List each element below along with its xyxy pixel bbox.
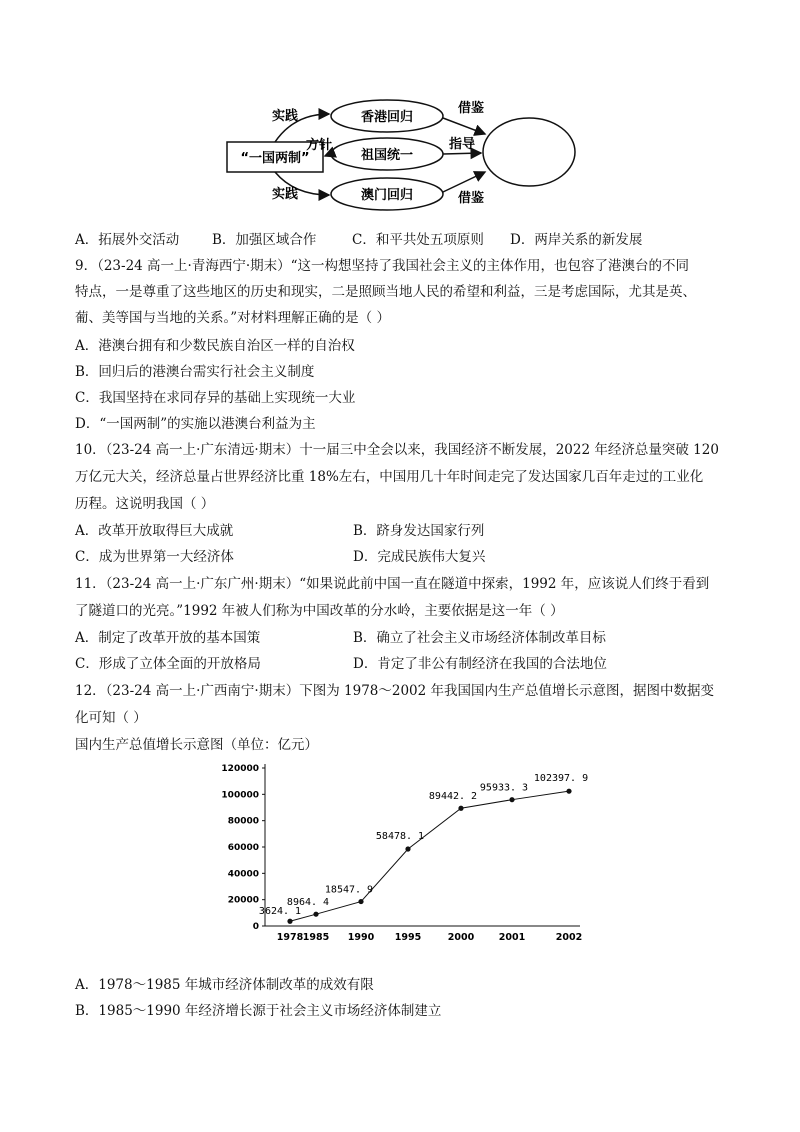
edge-label-practice-bottom: 实践: [271, 187, 299, 202]
q12-chart-caption: 国内生产总值增长示意图（单位：亿元）: [75, 737, 318, 753]
edge-label-policy: 方针: [305, 138, 333, 153]
data-point: [509, 797, 514, 802]
y-tick-label: 80000: [227, 816, 259, 827]
blank-target-node: [483, 118, 575, 186]
data-point: [405, 846, 410, 851]
q10-stem-line-3: 历程。这说明我国（ ）: [75, 496, 215, 512]
x-tick-label: 1995: [394, 932, 422, 943]
edge-label-guide: 指导: [448, 137, 476, 152]
data-value-label: 102397. 9: [533, 773, 589, 785]
q12-stem-line-1: 12．（23-24 高一上·广西南宁·期末）下图为 1978～2002 年我国国内生产总值增长示意图，据图中数据变: [75, 683, 715, 699]
data-value-label: 95933. 3: [479, 782, 529, 794]
x-tick-label: 1978: [276, 932, 304, 943]
q12-stem-line-2: 化可知（ ）: [75, 710, 147, 726]
arrow-policy: [325, 154, 330, 156]
q8-option-c: C．和平共处五项原则: [352, 232, 484, 248]
q10-option-c: C．成为世界第一大经济体: [75, 549, 234, 565]
q12-option-a: A．1978～1985 年城市经济体制改革的成效有限: [75, 977, 374, 993]
macau-label: 澳门回归: [360, 188, 414, 203]
gdp-series-line: [290, 791, 569, 921]
y-tick-label: 0: [252, 922, 259, 932]
q8-option-a: A．拓展外交活动: [75, 232, 180, 248]
data-point: [566, 789, 571, 794]
data-point: [287, 919, 292, 924]
q9-option-b: B．回归后的港澳台需实行社会主义制度: [75, 364, 315, 380]
q8-option-d: D．两岸关系的新发展: [510, 232, 643, 248]
q12-option-b: B．1985～1990 年经济增长源于社会主义市场经济体制建立: [75, 1003, 442, 1019]
edge-label-borrow-top: 借鉴: [457, 101, 485, 116]
data-value-label: 89442. 2: [428, 791, 478, 803]
q10-option-a: A．改革开放取得巨大成就: [75, 523, 234, 539]
data-value-label: 58478. 1: [375, 831, 425, 843]
y-tick-label: 40000: [227, 869, 259, 880]
q11-option-b: B．确立了社会主义市场经济体制改革目标: [353, 630, 606, 646]
y-tick-label: 120000: [221, 764, 259, 774]
arrow-borrow-top: [443, 118, 485, 134]
q9-stem-line-2: 特点，一是尊重了这些地区的历史和现实，二是照顾当地人民的希望和利益，三是考虑国际，尤其是英、: [75, 284, 696, 300]
q11-option-a: A．制定了改革开放的基本国策: [75, 630, 261, 646]
one-country-two-systems-diagram: [215, 92, 585, 217]
unify-label: 祖国统一: [360, 148, 414, 163]
q10-stem-line-1: 10．（23-24 高一上·广东清远·期末）十一届三中全会以来，我国经济不断发展，2022 年经济总量突破 120: [75, 442, 719, 458]
q11-stem-line-2: 了隧道口的光亮。”1992 年被人们称为中国改革的分水岭，主要依据是这一年（ ）: [75, 603, 564, 619]
q9-option-d: D．“一国两制”的实施以港澳台利益为主: [75, 416, 316, 432]
edge-label-borrow-bottom: 借鉴: [457, 191, 485, 206]
x-tick-label: 2000: [447, 932, 475, 943]
data-point: [358, 899, 363, 904]
arrow-guide: [443, 153, 481, 154]
data-point: [313, 912, 318, 917]
data-value-label: 8964. 4: [286, 897, 330, 909]
data-value-label: 3624. 1: [258, 906, 302, 918]
y-tick-label: 60000: [227, 843, 259, 853]
q9-stem-line-1: 9．（23-24 高一上·青海西宁·期末）“这一构想坚持了我国社会主义的主体作用，也包容了港澳台的不同: [75, 258, 690, 274]
y-tick-label: 20000: [227, 895, 259, 906]
edge-label-practice-top: 实践: [271, 109, 299, 124]
x-tick-label: 1990: [347, 932, 375, 943]
q10-option-b: B．跻身发达国家行列: [353, 523, 485, 539]
x-tick-label: 2002: [555, 932, 583, 943]
q10-option-d: D．完成民族伟大复兴: [353, 549, 486, 565]
x-tick-label: 1985: [302, 932, 330, 943]
center-label: “一国两制”: [240, 151, 310, 166]
q9-option-a: A．港澳台拥有和少数民族自治区一样的自治权: [75, 338, 355, 354]
y-tick-label: 100000: [221, 790, 259, 801]
data-point: [458, 806, 463, 811]
q11-stem-line-1: 11．（23-24 高一上·广东广州·期末）“如果说此前中国一直在隧道中探索，1992 年，应该说人们终于看到: [75, 576, 710, 592]
q10-stem-line-2: 万亿元大关，经济总量占世界经济比重 18%左右，中国用几十年时间走完了发达国家几百年走过的工业化: [75, 469, 704, 485]
q11-option-c: C．形成了立体全面的开放格局: [75, 656, 261, 672]
q8-option-b: B．加强区域合作: [212, 232, 317, 248]
q9-stem-line-3: 葡、美等国与当地的关系。”对材料理解正确的是（ ）: [75, 310, 390, 326]
q9-option-c: C．我国坚持在求同存异的基础上实现统一大业: [75, 390, 356, 406]
arrow-borrow-bottom: [443, 172, 485, 192]
x-tick-label: 2001: [498, 932, 526, 943]
gdp-line-chart: [221, 758, 589, 948]
hk-label: 香港回归: [360, 110, 414, 125]
q11-option-d: D．肯定了非公有制经济在我国的合法地位: [353, 656, 607, 672]
data-value-label: 18547. 9: [324, 884, 374, 896]
